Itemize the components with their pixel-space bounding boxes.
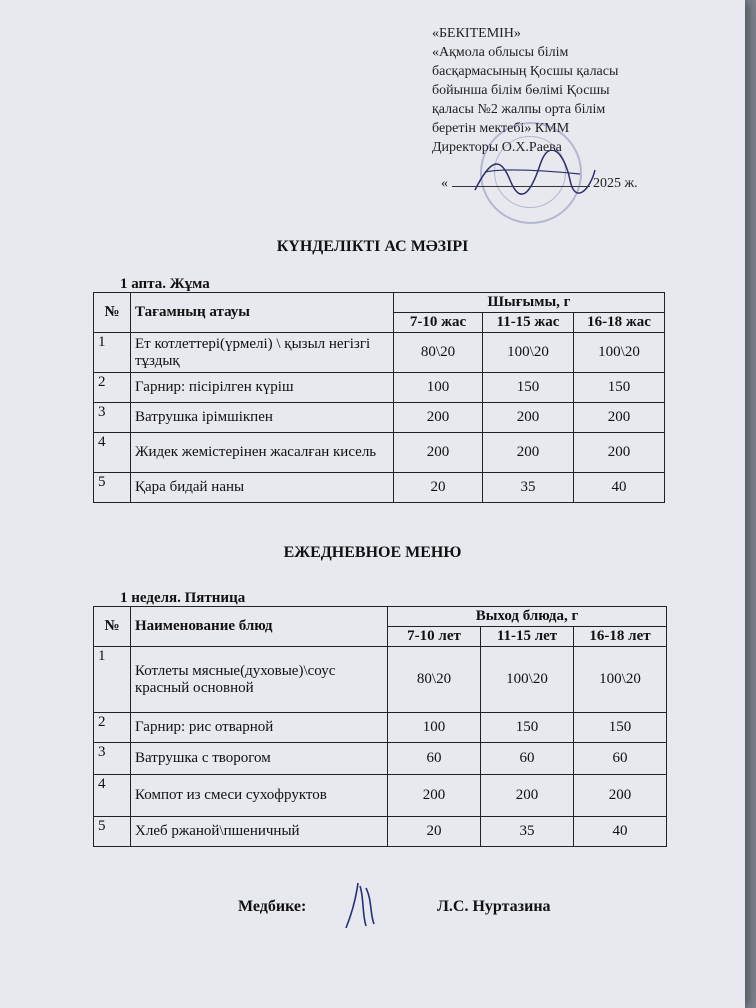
approval-line: қаласы №2 жалпы орта білім — [432, 102, 606, 117]
row-num: 5 — [94, 473, 131, 503]
date-open-quote: « — [441, 176, 448, 191]
kz-title: КҮНДЕЛІКТІ АС МӘЗІРІ — [276, 238, 469, 255]
nurse-name: Л.С. Нуртазина — [437, 898, 551, 915]
table-header-row — [94, 293, 665, 313]
kz-header-name: Тағамның атауы — [131, 293, 394, 333]
approval-line: «Ақмола облысы білім — [432, 45, 569, 60]
ru-title: ЕЖЕДНЕВНОЕ МЕНЮ — [283, 544, 462, 561]
kz-header-age: 11-15 жас — [483, 313, 574, 333]
value-cell: 20 — [388, 817, 481, 847]
value-cell: 100\20 — [483, 333, 574, 373]
dish-name: Хлеб ржаной\пшеничный — [131, 817, 388, 847]
value-cell: 200 — [394, 403, 483, 433]
nurse-signature — [338, 878, 388, 933]
value-cell: 100\20 — [574, 647, 667, 713]
value-cell: 35 — [481, 817, 574, 847]
dish-name: Гарнир: пісірілген күріш — [131, 373, 394, 403]
value-cell: 20 — [394, 473, 483, 503]
table-row — [94, 333, 665, 373]
dish-name: Ватрушка с творогом — [131, 743, 388, 775]
ru-menu-table — [93, 606, 667, 847]
kz-header-output: Шығымы, г — [394, 293, 665, 313]
kz-week: 1 апта. Жұма — [120, 276, 210, 292]
ru-header-age: 7-10 лет — [388, 627, 481, 647]
value-cell: 60 — [574, 743, 667, 775]
value-cell: 200 — [574, 433, 665, 473]
value-cell: 80\20 — [388, 647, 481, 713]
table-row — [94, 817, 667, 847]
approval-line: бойынша білім бөлімі Қосшы — [432, 83, 610, 98]
table-header-row — [94, 607, 667, 627]
value-cell: 80\20 — [394, 333, 483, 373]
value-cell: 35 — [483, 473, 574, 503]
row-num: 3 — [94, 403, 131, 433]
approval-line: Директоры О.Х.Раева — [432, 140, 562, 155]
value-cell: 150 — [481, 713, 574, 743]
row-num: 4 — [94, 433, 131, 473]
approval-line: басқармасының Қосшы қаласы — [432, 64, 619, 79]
value-cell: 200 — [481, 775, 574, 817]
table-row — [94, 647, 667, 713]
approval-line: «БЕКІТЕМІН» — [432, 26, 521, 41]
value-cell: 200 — [388, 775, 481, 817]
table-row — [94, 373, 665, 403]
value-cell: 60 — [388, 743, 481, 775]
dish-name: Ет котлеттері(үрмелі) \ қызыл негізгі тұздық — [131, 333, 394, 373]
table-row — [94, 775, 667, 817]
table-row — [94, 473, 665, 503]
value-cell: 100 — [394, 373, 483, 403]
table-row — [94, 403, 665, 433]
kz-header-age: 7-10 жас — [394, 313, 483, 333]
row-num: 4 — [94, 775, 131, 817]
value-cell: 40 — [574, 473, 665, 503]
kz-header-age: 16-18 жас — [574, 313, 665, 333]
value-cell: 200 — [574, 775, 667, 817]
dish-name: Ватрушка ірімшікпен — [131, 403, 394, 433]
dish-name: Котлеты мясные(духовые)\соус красный основной — [131, 647, 388, 713]
row-num: 2 — [94, 373, 131, 403]
dish-name: Қара бидай наны — [131, 473, 394, 503]
dish-name: Гарнир: рис отварной — [131, 713, 388, 743]
approval-block — [432, 24, 732, 157]
value-cell: 200 — [574, 403, 665, 433]
row-num: 1 — [94, 647, 131, 713]
value-cell: 200 — [394, 433, 483, 473]
kz-menu-table — [93, 292, 665, 503]
value-cell: 150 — [574, 713, 667, 743]
table-row — [94, 713, 667, 743]
value-cell: 100\20 — [481, 647, 574, 713]
table-row — [94, 433, 665, 473]
value-cell: 200 — [483, 403, 574, 433]
dish-name: Жидек жемістерінен жасалған кисель — [131, 433, 394, 473]
ru-header-num: № — [94, 607, 131, 647]
approval-line: беретін мектебі» КММ — [432, 121, 570, 136]
value-cell: 200 — [483, 433, 574, 473]
row-num: 3 — [94, 743, 131, 775]
value-cell: 40 — [574, 817, 667, 847]
value-cell: 60 — [481, 743, 574, 775]
ru-header-name: Наименование блюд — [131, 607, 388, 647]
kz-header-num: № — [94, 293, 131, 333]
row-num: 2 — [94, 713, 131, 743]
value-cell: 100\20 — [574, 333, 665, 373]
ru-header-age: 11-15 лет — [481, 627, 574, 647]
date-year: 2025 ж. — [593, 176, 638, 191]
ru-header-output: Выход блюда, г — [388, 607, 667, 627]
table-row — [94, 743, 667, 775]
row-num: 5 — [94, 817, 131, 847]
value-cell: 150 — [574, 373, 665, 403]
director-signature — [470, 150, 600, 200]
dish-name: Компот из смеси сухофруктов — [131, 775, 388, 817]
value-cell: 100 — [388, 713, 481, 743]
value-cell: 150 — [483, 373, 574, 403]
nurse-label: Медбике: — [238, 898, 307, 915]
row-num: 1 — [94, 333, 131, 373]
ru-header-age: 16-18 лет — [574, 627, 667, 647]
ru-week: 1 неделя. Пятница — [120, 590, 246, 606]
